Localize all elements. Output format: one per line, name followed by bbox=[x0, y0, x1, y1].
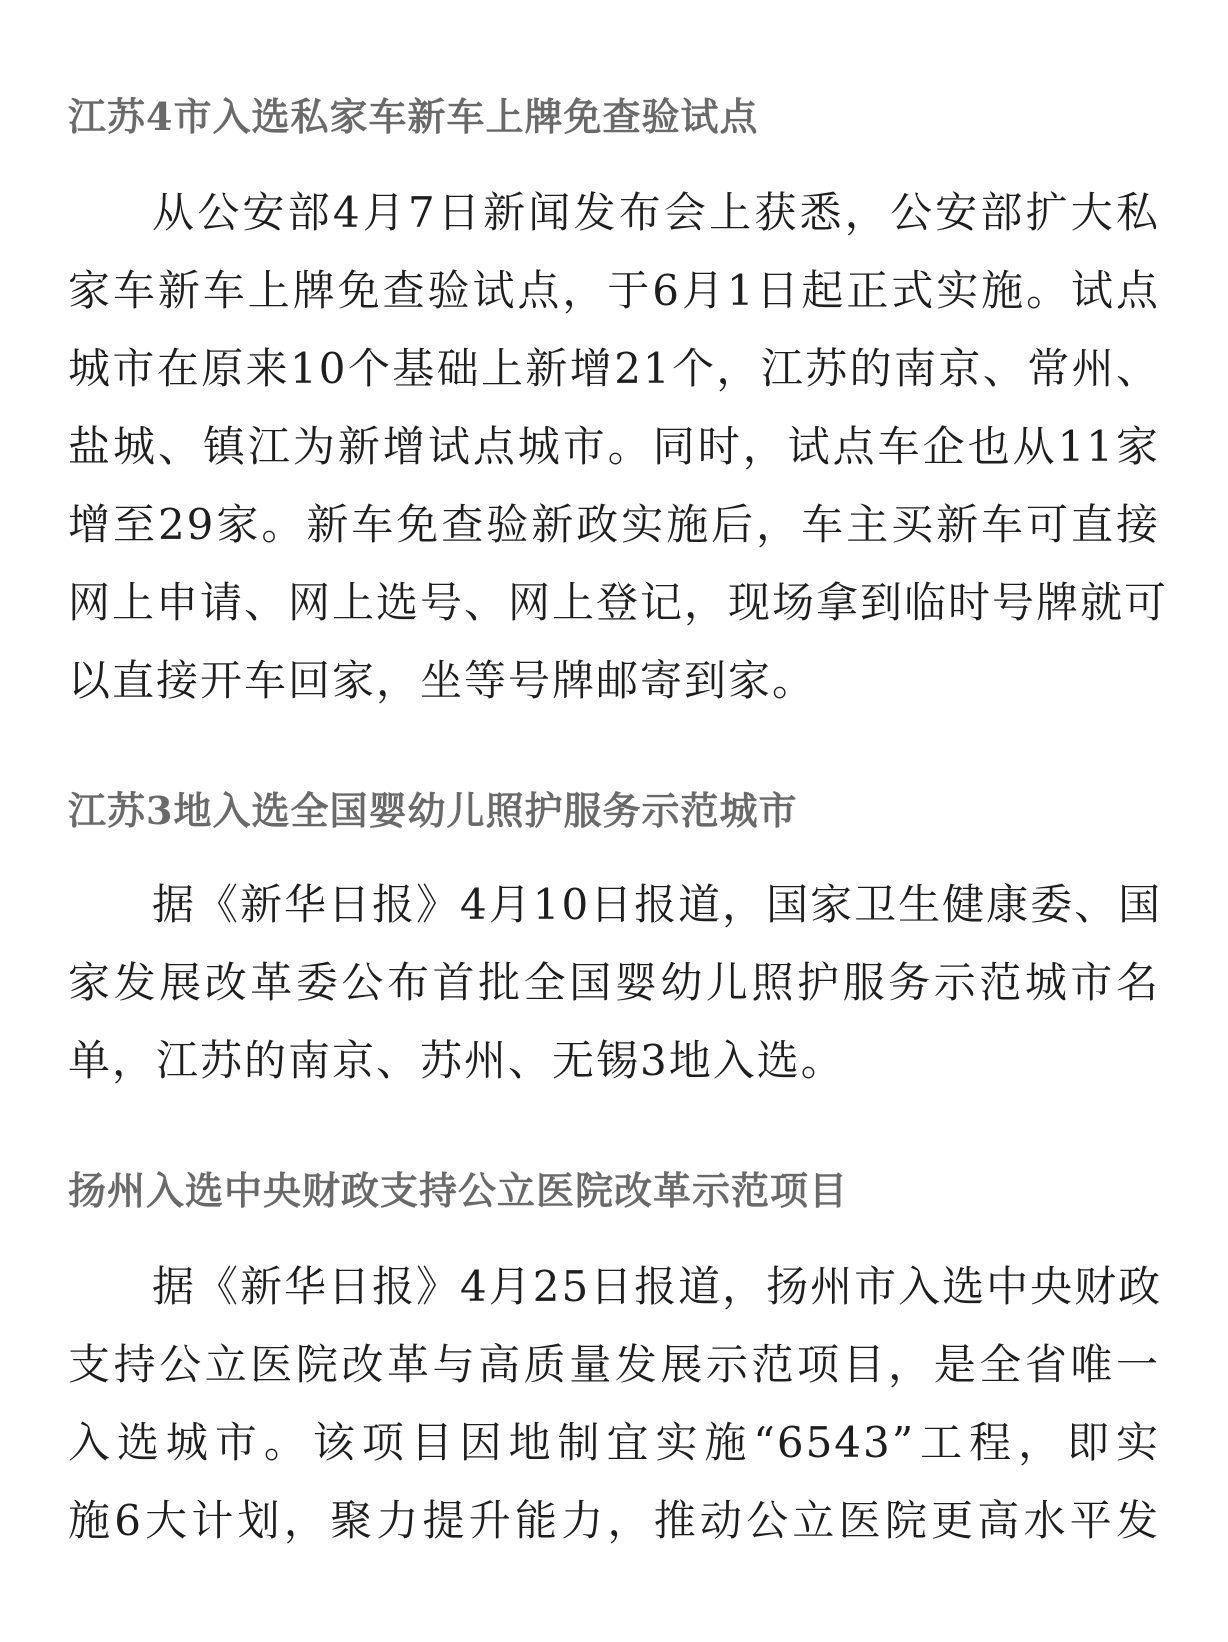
paragraph-line: 家车新车上牌免查验试点，于6月1日起正式实施。试点 bbox=[68, 266, 1160, 315]
paragraph-line: 增至29家。新车免查验新政实施后，车主买新车可直接 bbox=[68, 500, 1160, 549]
section-heading: 扬州入选中央财政支持公立医院改革示范项目 bbox=[68, 1168, 849, 1213]
paragraph-line: 入选城市。该项目因地制宜实施“6543”工程，即实 bbox=[68, 1418, 1160, 1467]
paragraph-line: 家发展改革委公布首批全国婴幼儿照护服务示范城市名 bbox=[68, 958, 1160, 1007]
paragraph-line: 城市在原来10个基础上新增21个，江苏的南京、常州、 bbox=[68, 344, 1160, 393]
paragraph-line: 单，江苏的南京、苏州、无锡3地入选。 bbox=[68, 1036, 845, 1085]
paragraph-line: 据《新华日报》4月25日报道，扬州市入选中央财政 bbox=[152, 1262, 1163, 1311]
paragraph-line: 据《新华日报》4月10日报道，国家卫生健康委、国 bbox=[152, 880, 1163, 929]
section-heading: 江苏3地入选全国婴幼儿照护服务示范城市 bbox=[68, 788, 798, 833]
paragraph-line: 从公安部4月7日新闻发布会上获悉，公安部扩大私 bbox=[152, 188, 1160, 237]
paragraph-line: 以直接开车回家，坐等号牌邮寄到家。 bbox=[68, 656, 817, 705]
section-heading: 江苏4市入选私家车新车上牌免查验试点 bbox=[68, 94, 759, 139]
paragraph-line: 盐城、镇江为新增试点城市。同时，试点车企也从11家 bbox=[68, 422, 1160, 471]
paragraph-line: 支持公立医院改革与高质量发展示范项目，是全省唯一 bbox=[68, 1340, 1160, 1389]
paragraph-line: 施6大计划，聚力提升能力，推动公立医院更高水平发 bbox=[68, 1496, 1160, 1545]
paragraph-line: 网上申请、网上选号、网上登记，现场拿到临时号牌就可 bbox=[68, 578, 1169, 627]
